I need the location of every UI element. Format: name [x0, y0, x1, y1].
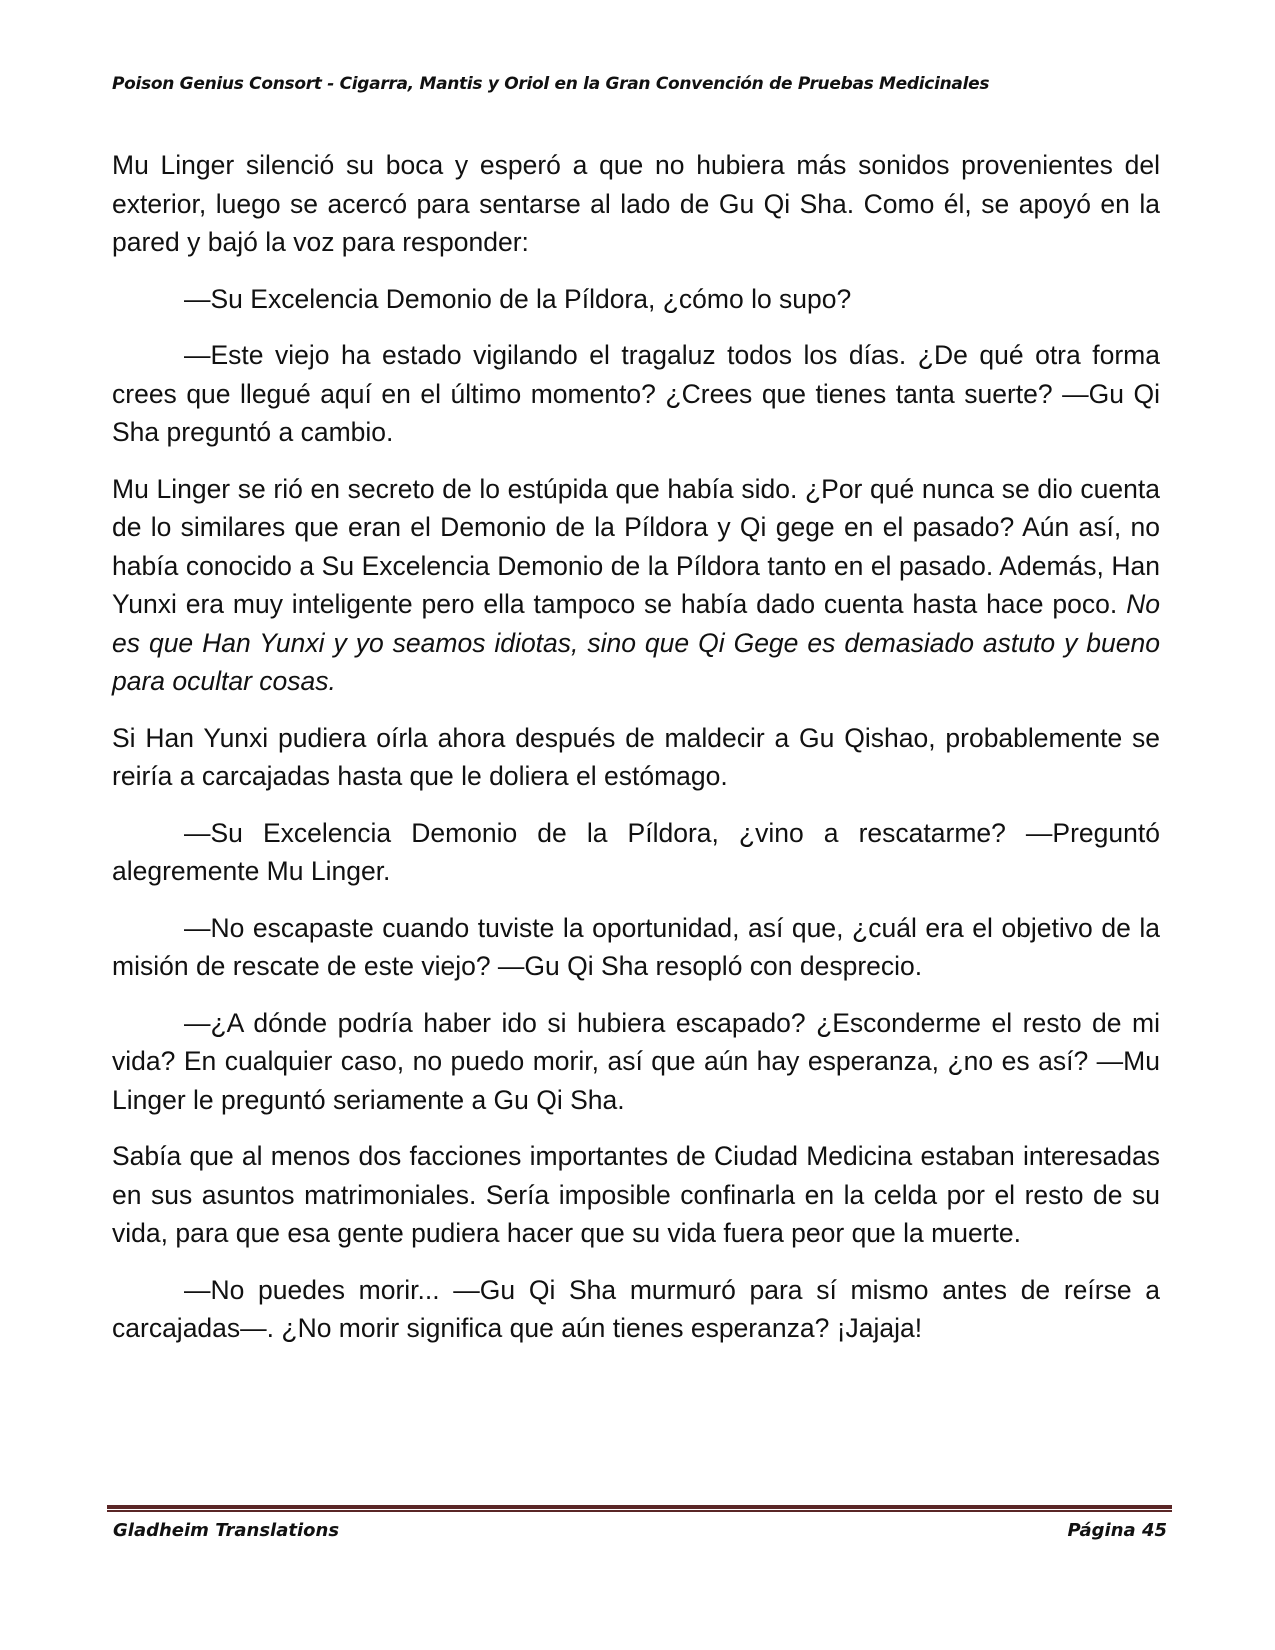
paragraph-text: Mu Linger se rió en secreto de lo estúpida que había sido. ¿Por qué nunca se dio cuenta de lo similares que eran el Demonio de la Píldora y Qi gege en el pasado? Aún así, no había conocido a Su Excelencia Demonio de la Píldora tanto en el pasado. Además, Han Yunxi era muy inteligente pero ella tampoco se había dado cuenta hasta hace poco.: [112, 473, 1160, 619]
paragraph: —¿A dónde podría haber ido si hubiera escapado? ¿Esconderme el resto de mi vida? En cualquier caso, no puedo morir, así que aún hay esperanza, ¿no es así? —Mu Linger le preguntó seriamente a Gu Qi Sha.: [112, 1007, 1160, 1115]
body-text: [112, 146, 1160, 1366]
footer-translator: Gladheim Translations: [113, 1520, 340, 1541]
paragraph: —Su Excelencia Demonio de la Píldora, ¿cómo lo supo?: [184, 283, 852, 314]
paragraph: —Su Excelencia Demonio de la Píldora, ¿vino a rescatarme? —Preguntó alegremente Mu Linger.: [112, 817, 1160, 886]
paragraph: Sabía que al menos dos facciones importantes de Ciudad Medicina estaban interesadas en sus asuntos matrimoniales. Sería imposible confinarla en la celda por el resto de su vida, para que esa gente pudiera hacer que su vida fuera peor que la muerte.: [112, 1141, 1160, 1248]
paragraph: —Este viejo ha estado vigilando el tragaluz todos los días. ¿De qué otra forma crees que llegué aquí en el último momento? ¿Crees que tienes tanta suerte? —Gu Qi Sha preguntó a cambio.: [112, 340, 1160, 447]
paragraph: [112, 470, 1160, 701]
footer-divider: [107, 1505, 1172, 1512]
running-header: Poison Genius Consort - Cigarra, Mantis y Oriol en la Gran Convención de Pruebas Medicinales: [112, 74, 990, 94]
paragraph: Mu Linger silenció su boca y esperó a que no hubiera más sonidos provenientes del exterior, luego se acercó para sentarse al lado de Gu Qi Sha. Como él, se apoyó en la pared y bajó la voz para responder:: [112, 150, 1160, 257]
page-number: Página 45: [1067, 1520, 1167, 1541]
italic-thought: No es que Han Yunxi y yo seamos idiotas, sino que Qi Gege es demasiado astuto y bueno para ocultar cosas.: [112, 589, 1160, 696]
paragraph: —No escapaste cuando tuviste la oportunidad, así que, ¿cuál era el objetivo de la misión de rescate de este viejo? —Gu Qi Sha resopló con desprecio.: [112, 912, 1160, 981]
paragraph: Si Han Yunxi pudiera oírla ahora después de maldecir a Gu Qishao, probablemente se reiría a carcajadas hasta que le doliera el estómago.: [112, 722, 1160, 791]
paragraph: —No puedes morir... —Gu Qi Sha murmuró para sí mismo antes de reírse a carcajadas—. ¿No morir significa que aún tienes esperanza? ¡Jajaja!: [112, 1274, 1160, 1343]
